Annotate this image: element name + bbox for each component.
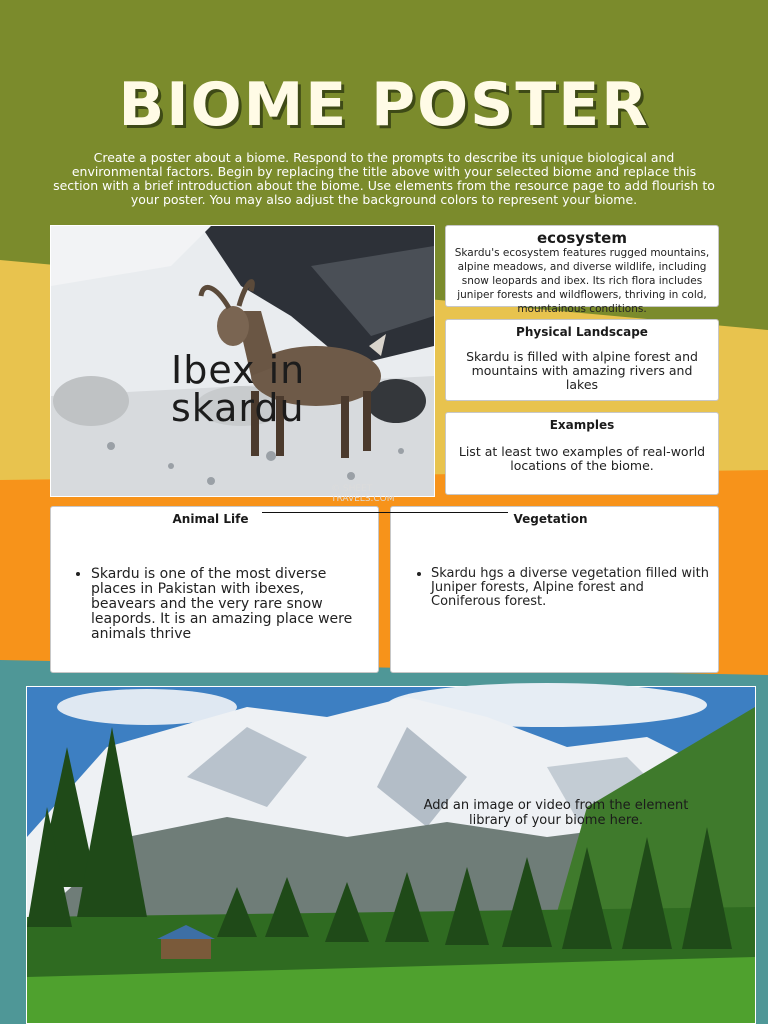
physical-landscape-box[interactable]: [445, 319, 719, 401]
landscape-image: [27, 687, 755, 1023]
physical-landscape-text: Skardu is filled with alpine forest and mountains with amazing rivers and lakes: [466, 349, 698, 392]
poster-title[interactable]: BIOME POSTER: [118, 70, 650, 140]
photo-watermark: © SHEET TRAVELS.COM: [331, 484, 395, 504]
landscape-photo[interactable]: [26, 686, 756, 1024]
animal-life-heading: Animal Life: [172, 512, 249, 526]
vegetation-heading: Vegetation: [513, 512, 588, 526]
section-divider-line: [262, 512, 508, 513]
vegetation-box[interactable]: [390, 506, 719, 673]
ibex-caption[interactable]: Ibex in skardu: [171, 348, 306, 430]
ibex-photo[interactable]: [50, 225, 435, 504]
ecosystem-text: Skardu's ecosystem features rugged mountains, alpine meadows, and diverse wildlife, including snow leopards and ibex. Its rich flora includes juniper forests and wildflowers, thriving in cold, mountainous conditions.: [454, 247, 710, 315]
ecosystem-box[interactable]: [445, 225, 719, 315]
poster-intro[interactable]: Create a poster about a biome. Respond to the prompts to describe its unique biological and environmental factors. Begin by replacing the title above with your selected biome and replace this section with a brief introduction about the biome. Use elements from the resource page to add flourish to your poster. You may also adjust the background colors to represent your biome.: [53, 150, 715, 207]
examples-heading: Examples: [549, 418, 615, 432]
ecosystem-heading: ecosystem: [537, 229, 627, 247]
list-item: • Skardu hgs a diverse vegetation filled with Juniper forests, Alpine forest and Coniferous forest.: [431, 567, 710, 609]
list-item: • Skardu is one of the most diverse places in Pakistan with ibexes, beavears and the very rare snow leapords. It is an amazing place were animals thrive: [91, 567, 370, 642]
examples-box[interactable]: [445, 412, 719, 495]
vegetation-list: [391, 567, 710, 609]
physical-landscape-heading: Physical Landscape: [516, 325, 648, 339]
animal-life-box[interactable]: [50, 506, 379, 673]
examples-text: List at least two examples of real-world locations of the biome.: [458, 444, 706, 473]
image-placeholder-text[interactable]: Add an image or video from the element library of your biome here.: [423, 798, 689, 828]
animal-life-list: [51, 567, 370, 642]
